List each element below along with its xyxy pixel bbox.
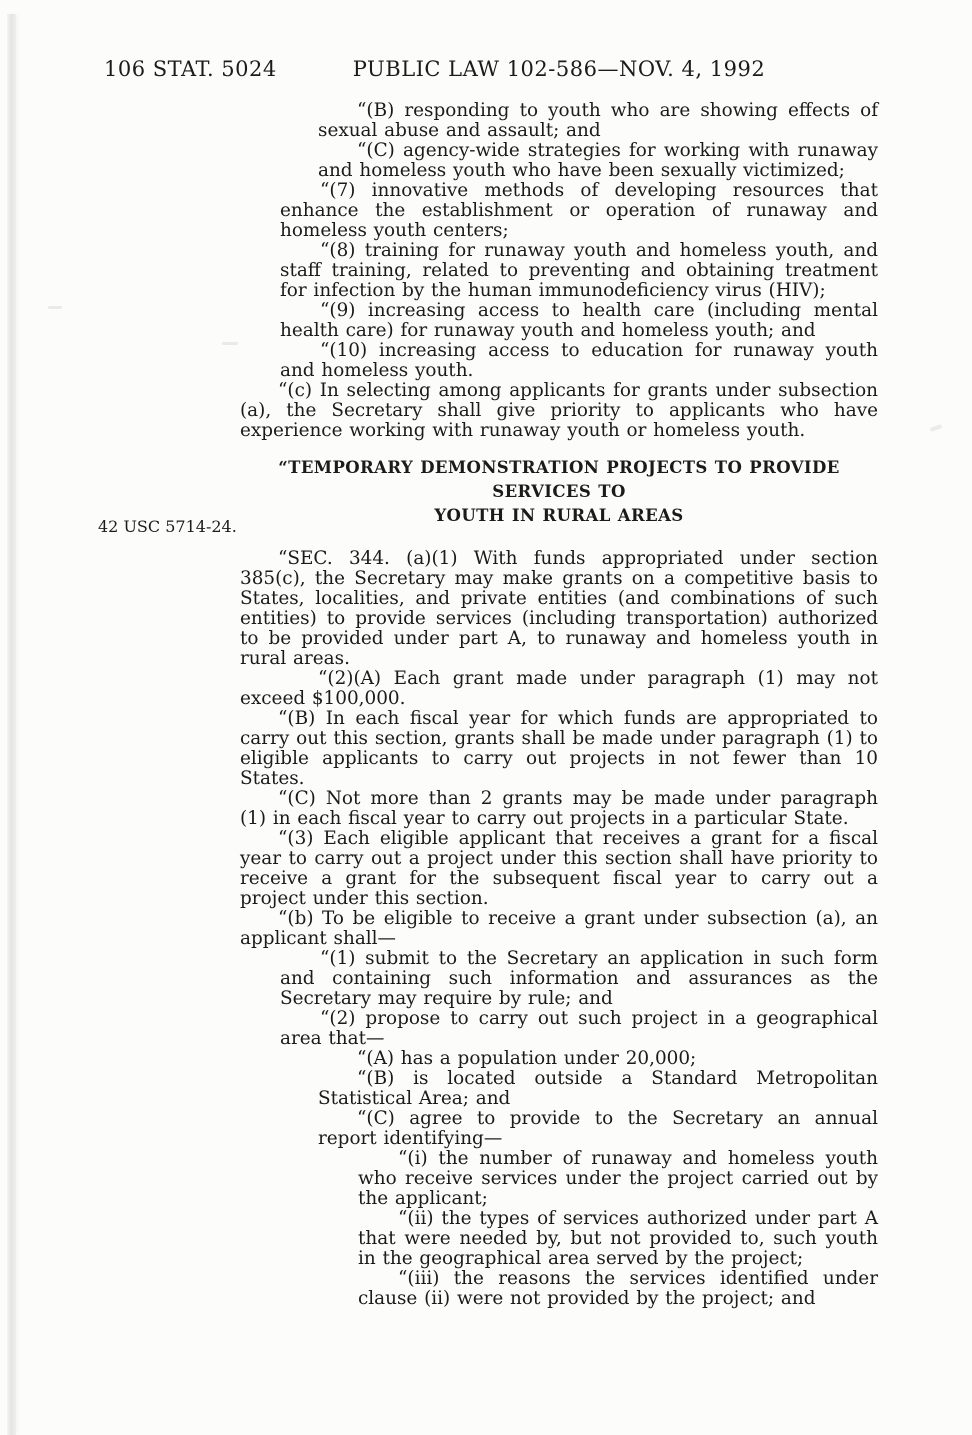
statute-paragraph: “(b) To be eligible to receive a grant under subsection (a), an applicant shall—	[240, 908, 878, 949]
statute-paragraph: “(10) increasing access to education for runaway youth and homeless youth.	[280, 340, 878, 381]
statute-paragraph: “(3) Each eligible applicant that receives a grant for a fiscal year to carry out a project under this section shall have priority to receive a grant for the subsequent fiscal year to carry out a project under this section.	[240, 828, 878, 909]
section-heading-line: YOUTH IN RURAL AREAS	[434, 506, 684, 525]
section-heading-line: “TEMPORARY DEMONSTRATION PROJECTS TO PROVIDE SERVICES TO	[278, 458, 840, 501]
statute-paragraph: “(2)(A) Each grant made under paragraph (1) may not exceed $100,000.	[240, 668, 878, 709]
statute-paragraph: “(1) submit to the Secretary an application in such form and containing such information and assurances as the Secretary may require by rule; and	[280, 948, 878, 1009]
statute-paragraph: “(9) increasing access to health care (including mental health care) for runaway youth and homeless youth; and	[280, 300, 878, 341]
statute-paragraph: “(B) In each fiscal year for which funds are appropriated to carry out this section, grants shall be made under paragraph (1) to eligible applicants to carry out projects in not fewer than 10 States.	[240, 708, 878, 789]
statute-paragraph: “(i) the number of runaway and homeless youth who receive services under the project carried out by the applicant;	[358, 1148, 878, 1209]
statute-body	[240, 101, 878, 1309]
statute-paragraph: “SEC. 344. (a)(1) With funds appropriated under section 385(c), the Secretary may make grants on a competitive basis to States, localities, and private entities (and combinations of such entities) to provide services (including transportation) authorized to be provided under part A, to runaway and homeless youth in rural areas.	[240, 548, 878, 669]
statute-paragraph: “(C) agency-wide strategies for working with runaway and homeless youth who have been sexually victimized;	[318, 140, 878, 181]
statute-paragraph: “(A) has a population under 20,000;	[357, 1048, 697, 1069]
statute-paragraph: “(2) propose to carry out such project in a geographical area that—	[280, 1008, 878, 1049]
scan-gutter-strip	[7, 14, 16, 1435]
statute-paragraph: “(c) In selecting among applicants for grants under subsection (a), the Secretary shall give priority to applicants who have experience working with runaway youth or homeless youth.	[240, 380, 878, 441]
statute-paragraph: “(8) training for runaway youth and homeless youth, and staff training, related to preventing and obtaining treatment for infection by the human immunodeficiency virus (HIV);	[280, 240, 878, 301]
statute-paragraph: “(C) agree to provide to the Secretary an annual report identifying—	[318, 1108, 878, 1149]
page-number-stat: 106 STAT. 5024	[104, 57, 277, 81]
statute-paragraph: “(ii) the types of services authorized under part A that were needed by, but not provided to, such youth in the geographical area served by the project;	[358, 1208, 878, 1269]
running-head-law-title: PUBLIC LAW 102-586—NOV. 4, 1992	[352, 57, 766, 81]
scan-artifact	[930, 424, 943, 432]
statute-paragraph: “(C) Not more than 2 grants may be made under paragraph (1) in each fiscal year to carry out projects in a particular State.	[240, 788, 878, 829]
statute-paragraph: “(B) is located outside a Standard Metropolitan Statistical Area; and	[318, 1068, 878, 1109]
statute-paragraph: “(B) responding to youth who are showing effects of sexual abuse and assault; and	[318, 100, 878, 141]
scan-artifact	[48, 306, 62, 309]
statute-paragraph: “(7) innovative methods of developing resources that enhance the establishment or operation of runaway and homeless youth centers;	[280, 180, 878, 241]
usc-margin-citation: 42 USC 5714-24.	[98, 517, 237, 536]
scan-artifact	[222, 342, 238, 345]
section-heading	[240, 456, 878, 528]
statute-paragraph: “(iii) the reasons the services identified under clause (ii) were not provided by the project; and	[358, 1268, 878, 1309]
